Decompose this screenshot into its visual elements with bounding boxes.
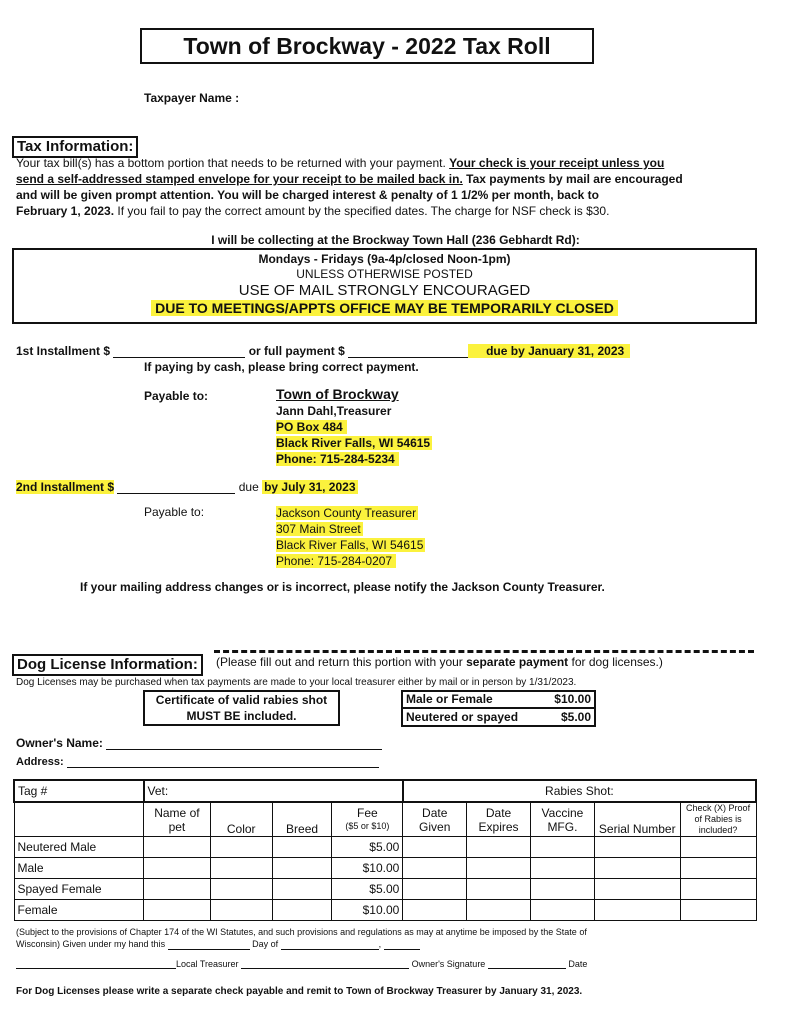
row-label: Male (14, 858, 144, 879)
taxpayer-name-label: Taxpayer Name : (144, 91, 240, 105)
collecting-header: I will be collecting at the Brockway Town Hall (236 Gebhardt Rd): (211, 233, 580, 247)
second-installment-amount-line[interactable] (117, 493, 235, 494)
office-closed-notice: DUE TO MEETINGS/APPTS OFFICE MAY BE TEMPORARILY CLOSED (151, 300, 618, 316)
first-due-date: due by January 31, 2023 (468, 344, 630, 358)
row-fee: $10.00 (332, 858, 403, 879)
color-cell[interactable] (210, 900, 272, 921)
row-fee: $5.00 (332, 879, 403, 900)
dog-note-a: (Please fill out and return this portion with your (216, 655, 467, 669)
day-of-line[interactable] (281, 949, 379, 950)
interest-note: and will be given prompt attention. You will be charged interest & penalty of 1 1/2% per month, back to (16, 188, 599, 202)
collecting-box (12, 248, 757, 324)
dog-license-heading: Dog License Information: (12, 654, 203, 676)
fee-header-sub: ($5 or $10) (345, 820, 390, 831)
mail-encouraged: USE OF MAIL STRONGLY ENCOURAGED (238, 282, 531, 299)
table-row (14, 900, 756, 921)
serial-header: Serial Number (594, 802, 680, 837)
serial-cell[interactable] (594, 858, 680, 879)
rabies-header: Rabies Shot: (403, 780, 756, 802)
row-label: Neutered Male (14, 837, 144, 858)
vaccine-header: Vaccine MFG. (531, 802, 595, 837)
second-due-label: due (238, 480, 259, 494)
second-due-date: by July 31, 2023 (264, 480, 356, 494)
date-expires-header: Date Expires (467, 802, 531, 837)
town-phone: Phone: 715-284-5234 (276, 452, 399, 466)
color-cell[interactable] (210, 879, 272, 900)
tax-info-line1: Your tax bill(s) has a bottom portion that needs to be returned with your payment. (16, 156, 450, 170)
given-day-line[interactable] (168, 949, 250, 950)
dog-license-subtext: Dog Licenses may be purchased when tax payments are made to your local treasurer either by mail or in person by 1/31/2023. (16, 677, 577, 688)
date-expires-cell[interactable] (467, 900, 531, 921)
dog-license-note (216, 655, 663, 669)
cash-note: If paying by cash, please bring correct payment. (144, 360, 419, 374)
serial-cell[interactable] (594, 879, 680, 900)
breed-cell[interactable] (272, 858, 332, 879)
address-row (16, 756, 379, 768)
breed-cell[interactable] (272, 837, 332, 858)
statute-note: (Subject to the provisions of Chapter 174 of the WI Statutes, and such provisions and regulations as may at anytime be imposed by the State of Wisconsin) Given under my hand this Day of , (16, 927, 587, 949)
vet-header: Vet: (144, 780, 403, 802)
date-label: Date (568, 959, 588, 969)
second-installment-label: 2nd Installment $ (16, 480, 115, 494)
proof-cell[interactable] (680, 837, 756, 858)
tag-subheader (14, 802, 144, 837)
owner-name-row (16, 736, 382, 750)
first-installment-row (16, 344, 630, 358)
fee-neutered-label: Neutered or spayed (406, 710, 519, 724)
mail-note: Tax payments by mail are encouraged (462, 172, 683, 186)
signature-row (16, 959, 587, 969)
table-row (14, 879, 756, 900)
date-given-cell[interactable] (403, 900, 467, 921)
fee-male-female: $10.00 (554, 692, 591, 706)
county-street: 307 Main Street (276, 522, 361, 536)
address-label: Address: (16, 756, 64, 768)
address-change-notice: If your mailing address changes or is incorrect, please notify the Jackson County Treasurer. (80, 580, 605, 594)
date-line[interactable] (488, 968, 566, 969)
date-given-cell[interactable] (403, 879, 467, 900)
full-payment-label: or full payment $ (248, 344, 345, 358)
dog-note-c: for dog licenses.) (568, 655, 663, 669)
row-fee: $10.00 (332, 900, 403, 921)
date-expires-cell[interactable] (467, 858, 531, 879)
rabies-cert-line1: Certificate of valid rabies shot (155, 693, 328, 707)
pet-name-cell[interactable] (144, 879, 211, 900)
date-expires-cell[interactable] (467, 837, 531, 858)
first-installment-amount-line[interactable] (113, 357, 245, 358)
dog-license-table (13, 779, 757, 921)
proof-cell[interactable] (680, 879, 756, 900)
full-payment-amount-line[interactable] (348, 357, 468, 358)
color-cell[interactable] (210, 837, 272, 858)
dog-note-separate: separate payment (466, 655, 569, 669)
vaccine-cell[interactable] (531, 900, 595, 921)
payable-to-label-1: Payable to: (144, 389, 209, 403)
fee-neutered: $5.00 (560, 710, 591, 724)
proof-cell[interactable] (680, 858, 756, 879)
vaccine-cell[interactable] (531, 837, 595, 858)
receipt-note: Your check is your receipt unless you (449, 156, 665, 170)
unless-posted: UNLESS OTHERWISE POSTED (296, 267, 473, 281)
county-payee-block (276, 505, 425, 569)
statute-line2: Wisconsin) Given under my hand this (16, 939, 166, 949)
pet-name-cell[interactable] (144, 837, 211, 858)
row-label: Spayed Female (14, 879, 144, 900)
county-payee-name: Jackson County Treasurer (276, 506, 417, 520)
fee-header (332, 802, 403, 837)
table-row (14, 858, 756, 879)
fee-male-female-label: Male or Female (406, 692, 493, 706)
breed-cell[interactable] (272, 879, 332, 900)
interest-date: February 1, 2023. (16, 204, 115, 218)
date-given-header: Date Given (403, 802, 467, 837)
vaccine-cell[interactable] (531, 879, 595, 900)
tax-information-text (16, 155, 756, 219)
owner-name-label: Owner's Name: (16, 736, 103, 750)
envelope-note: send a self-addressed stamped envelope for your receipt to be mailed back in. (16, 172, 463, 186)
breed-cell[interactable] (272, 900, 332, 921)
proof-cell[interactable] (680, 900, 756, 921)
address-line[interactable] (67, 767, 379, 768)
breed-header: Breed (272, 802, 332, 837)
fee-header-label: Fee (357, 805, 378, 820)
pet-name-cell[interactable] (144, 900, 211, 921)
town-treasurer: Jann Dahl,Treasurer (276, 404, 392, 418)
table-row (14, 837, 756, 858)
day-of-label: Day of (252, 939, 279, 949)
local-treasurer-label: Local Treasurer (176, 959, 239, 969)
cut-line (214, 650, 754, 653)
payable-to-label-2: Payable to: (144, 505, 205, 519)
serial-cell[interactable] (594, 837, 680, 858)
date-expires-cell[interactable] (467, 879, 531, 900)
pet-name-cell[interactable] (144, 858, 211, 879)
nsf-note: If you fail to pay the correct amount by the specified dates. The charge for NSF check is $30. (114, 204, 610, 218)
fee-box (401, 690, 596, 727)
proof-header: Check (X) Proof of Rabies is included? (680, 802, 756, 837)
dog-license-footer: For Dog Licenses please write a separate check payable and remit to Town of Brockway Treasurer by January 31, 2023. (16, 986, 583, 997)
year-line[interactable] (384, 949, 420, 950)
owner-signature-label: Owner's Signature (411, 959, 486, 969)
name-of-pet-header: Name of pet (144, 802, 211, 837)
owner-name-line[interactable] (106, 749, 382, 750)
date-given-cell[interactable] (403, 837, 467, 858)
row-fee: $5.00 (332, 837, 403, 858)
date-given-cell[interactable] (403, 858, 467, 879)
tag-header: Tag # (14, 780, 144, 802)
town-payee-name: Town of Brockway (276, 386, 399, 402)
color-cell[interactable] (210, 858, 272, 879)
county-city: Black River Falls, WI 54615 (276, 538, 424, 552)
vaccine-cell[interactable] (531, 858, 595, 879)
statute-line1: (Subject to the provisions of Chapter 174 of the WI Statutes, and such provisions and regulations as may at anytime be imposed by the State of (16, 927, 587, 937)
serial-cell[interactable] (594, 900, 680, 921)
owner-signature-line[interactable] (241, 968, 409, 969)
local-treasurer-line[interactable] (16, 968, 176, 969)
rabies-cert-line2: MUST BE included. (186, 709, 297, 723)
color-header: Color (210, 802, 272, 837)
page-title: Town of Brockway - 2022 Tax Roll (140, 28, 594, 64)
town-po-box: PO Box 484 (276, 420, 347, 434)
county-phone: Phone: 715-284-0207 (276, 554, 396, 568)
rabies-certificate-box (143, 690, 340, 726)
tax-information-heading: Tax Information: (12, 136, 138, 158)
town-payee-block (276, 386, 432, 467)
first-installment-label: 1st Installment $ (16, 344, 111, 358)
row-label: Female (14, 900, 144, 921)
second-installment-row (16, 480, 358, 494)
office-hours: Mondays - Fridays (9a-4p/closed Noon-1pm) (258, 252, 511, 266)
town-city: Black River Falls, WI 54615 (276, 436, 431, 450)
